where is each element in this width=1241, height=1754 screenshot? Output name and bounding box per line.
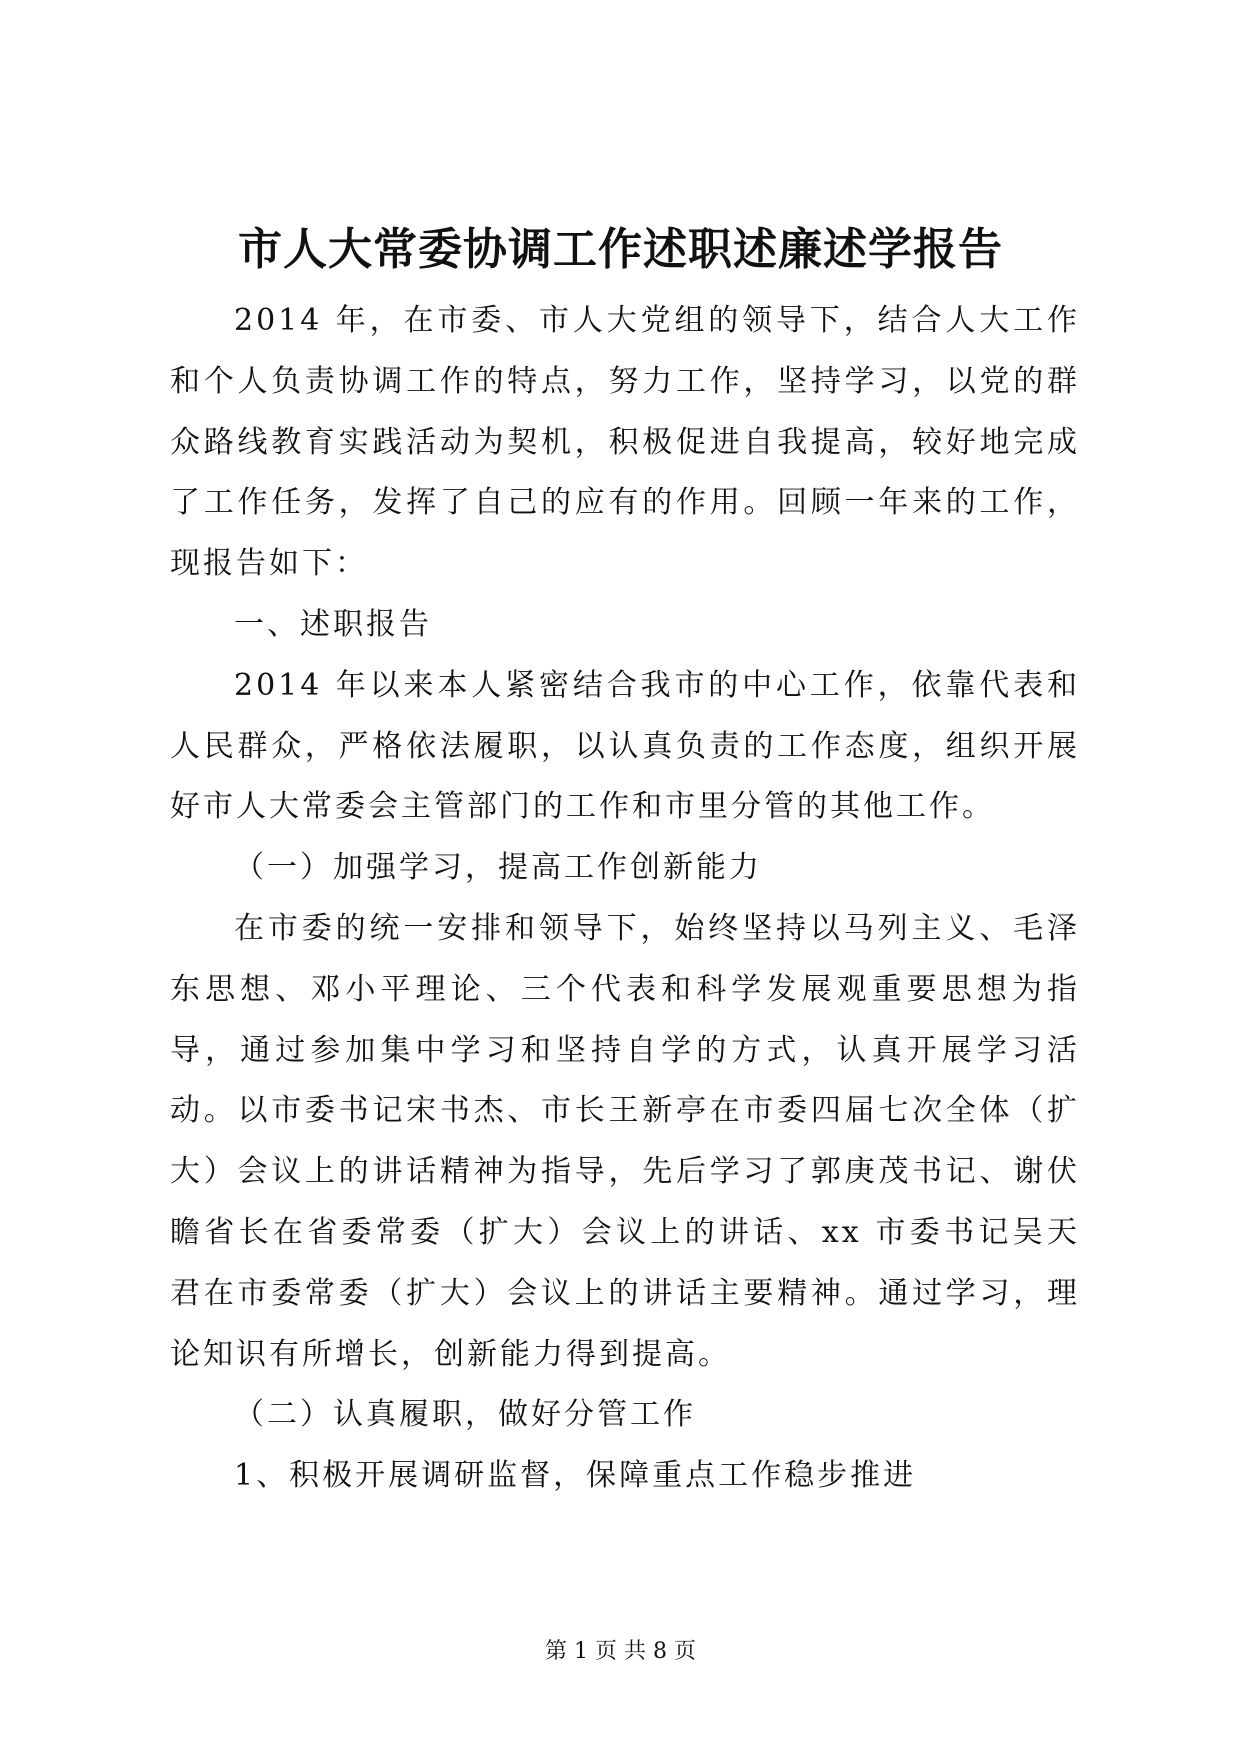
document-title: 市人大常委协调工作述职述廉述学报告 (238, 224, 1003, 275)
section-heading-1: 一、述职报告 (234, 606, 432, 642)
intro-paragraph: 2014 年，在市委、市人大党组的领导下，结合人大工作和个人负责协调工作的特点，努力工作，坚持学习，以党的群众路线教育实践活动为契机，积极促进自我提高，较好地完成了工作任务，发挥了自己的应有的作用。回顾一年来的工作，现报告如下： (170, 303, 1080, 582)
document-body (170, 291, 1080, 1507)
item-heading-1: 1、积极开展调研监督，保障重点工作稳步推进 (234, 1458, 917, 1494)
section-1-paragraph: 2014 年以来本人紧密结合我市的中心工作，依靠代表和人民群众，严格依法履职，以认真负责的工作态度，组织开展好市人大常委会主管部门的工作和市里分管的其他工作。 (170, 667, 1080, 825)
subsection-1-paragraph: 在市委的统一安排和领导下，始终坚持以马列主义、毛泽东思想、邓小平理论、三个代表和科学发展观重要思想为指导，通过参加集中学习和坚持自学的方式，认真开展学习活动。以市委书记宋书杰、市长王新亭在市委四届七次全体（扩大）会议上的讲话精神为指导，先后学习了郭庚茂书记、谢伏瞻省长在省委常委（扩大）会议上的讲话、xx 市委书记吴天君在市委常委（扩大）会议上的讲话主要精神。通过学习，理论知识有所增长，创新能力得到提高。 (170, 910, 1080, 1372)
page-footer: 第 1 页 共 8 页 (545, 1639, 696, 1664)
subsection-heading-2: （二）认真履职，做好分管工作 (234, 1397, 696, 1433)
subsection-heading-1: （一）加强学习，提高工作创新能力 (234, 850, 762, 886)
